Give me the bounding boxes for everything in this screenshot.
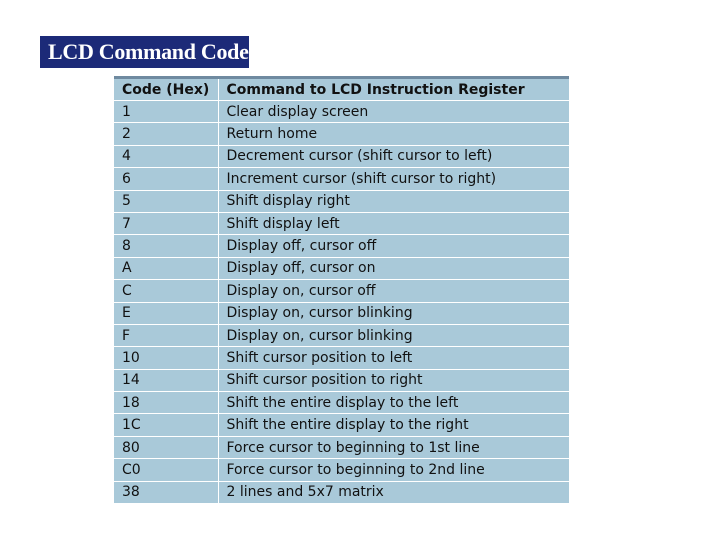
table-row xyxy=(114,459,569,481)
table-row xyxy=(114,168,569,190)
code-cell: 4 xyxy=(114,145,218,167)
code-cell: 80 xyxy=(114,436,218,458)
table-row xyxy=(114,481,569,503)
code-cell: 1C xyxy=(114,414,218,436)
code-cell: 38 xyxy=(114,481,218,503)
page-title: LCD Command Codes xyxy=(40,36,249,68)
command-cell: Increment cursor (shift cursor to right) xyxy=(226,170,497,187)
table-row xyxy=(114,123,569,145)
command-cell: Display on, cursor blinking xyxy=(226,327,413,344)
command-cell: 2 lines and 5x7 matrix xyxy=(226,484,384,501)
code-cell: 14 xyxy=(114,369,218,391)
table-row xyxy=(114,190,569,212)
command-cell: Display on, cursor blinking xyxy=(226,305,413,322)
command-cell: Clear display screen xyxy=(226,103,369,120)
code-cell: 6 xyxy=(114,168,218,190)
code-cell: F xyxy=(114,324,218,346)
code-cell: E xyxy=(114,302,218,324)
table-row xyxy=(114,324,569,346)
code-cell: 2 xyxy=(114,123,218,145)
table-row xyxy=(114,145,569,167)
command-cell: Force cursor to beginning to 1st line xyxy=(226,439,480,456)
column-header-code: Code (Hex) xyxy=(114,78,218,101)
command-cell: Shift display right xyxy=(226,193,350,210)
command-cell: Return home xyxy=(226,126,318,143)
table-row xyxy=(114,280,569,302)
table-row xyxy=(114,257,569,279)
code-cell: 10 xyxy=(114,347,218,369)
table-row xyxy=(114,392,569,414)
table-row xyxy=(114,369,569,391)
command-cell: Shift cursor position to right xyxy=(226,372,423,389)
command-cell: Shift the entire display to the left xyxy=(226,394,459,411)
command-cell: Shift display left xyxy=(226,215,340,232)
table-row xyxy=(114,212,569,234)
code-cell: 1 xyxy=(114,101,218,123)
table-row xyxy=(114,235,569,257)
code-cell: C xyxy=(114,280,218,302)
table-row xyxy=(114,302,569,324)
table-row xyxy=(114,414,569,436)
code-cell: 8 xyxy=(114,235,218,257)
table-row xyxy=(114,101,569,123)
lcd-command-table xyxy=(114,76,569,504)
code-cell: 18 xyxy=(114,392,218,414)
table-header-row xyxy=(114,78,569,101)
command-cell: Display on, cursor off xyxy=(226,282,376,299)
command-cell: Force cursor to beginning to 2nd line xyxy=(226,461,485,478)
column-header-command: Command to LCD Instruction Register xyxy=(226,81,525,98)
table-row xyxy=(114,436,569,458)
command-cell: Decrement cursor (shift cursor to left) xyxy=(226,148,493,165)
table-body xyxy=(114,101,569,504)
code-cell: A xyxy=(114,257,218,279)
table-row xyxy=(114,347,569,369)
command-cell: Shift the entire display to the right xyxy=(226,417,469,434)
code-cell: 5 xyxy=(114,190,218,212)
code-cell: C0 xyxy=(114,459,218,481)
command-cell: Display off, cursor on xyxy=(226,260,376,277)
command-cell: Display off, cursor off xyxy=(226,238,377,255)
code-cell: 7 xyxy=(114,212,218,234)
command-cell: Shift cursor position to left xyxy=(226,349,413,366)
